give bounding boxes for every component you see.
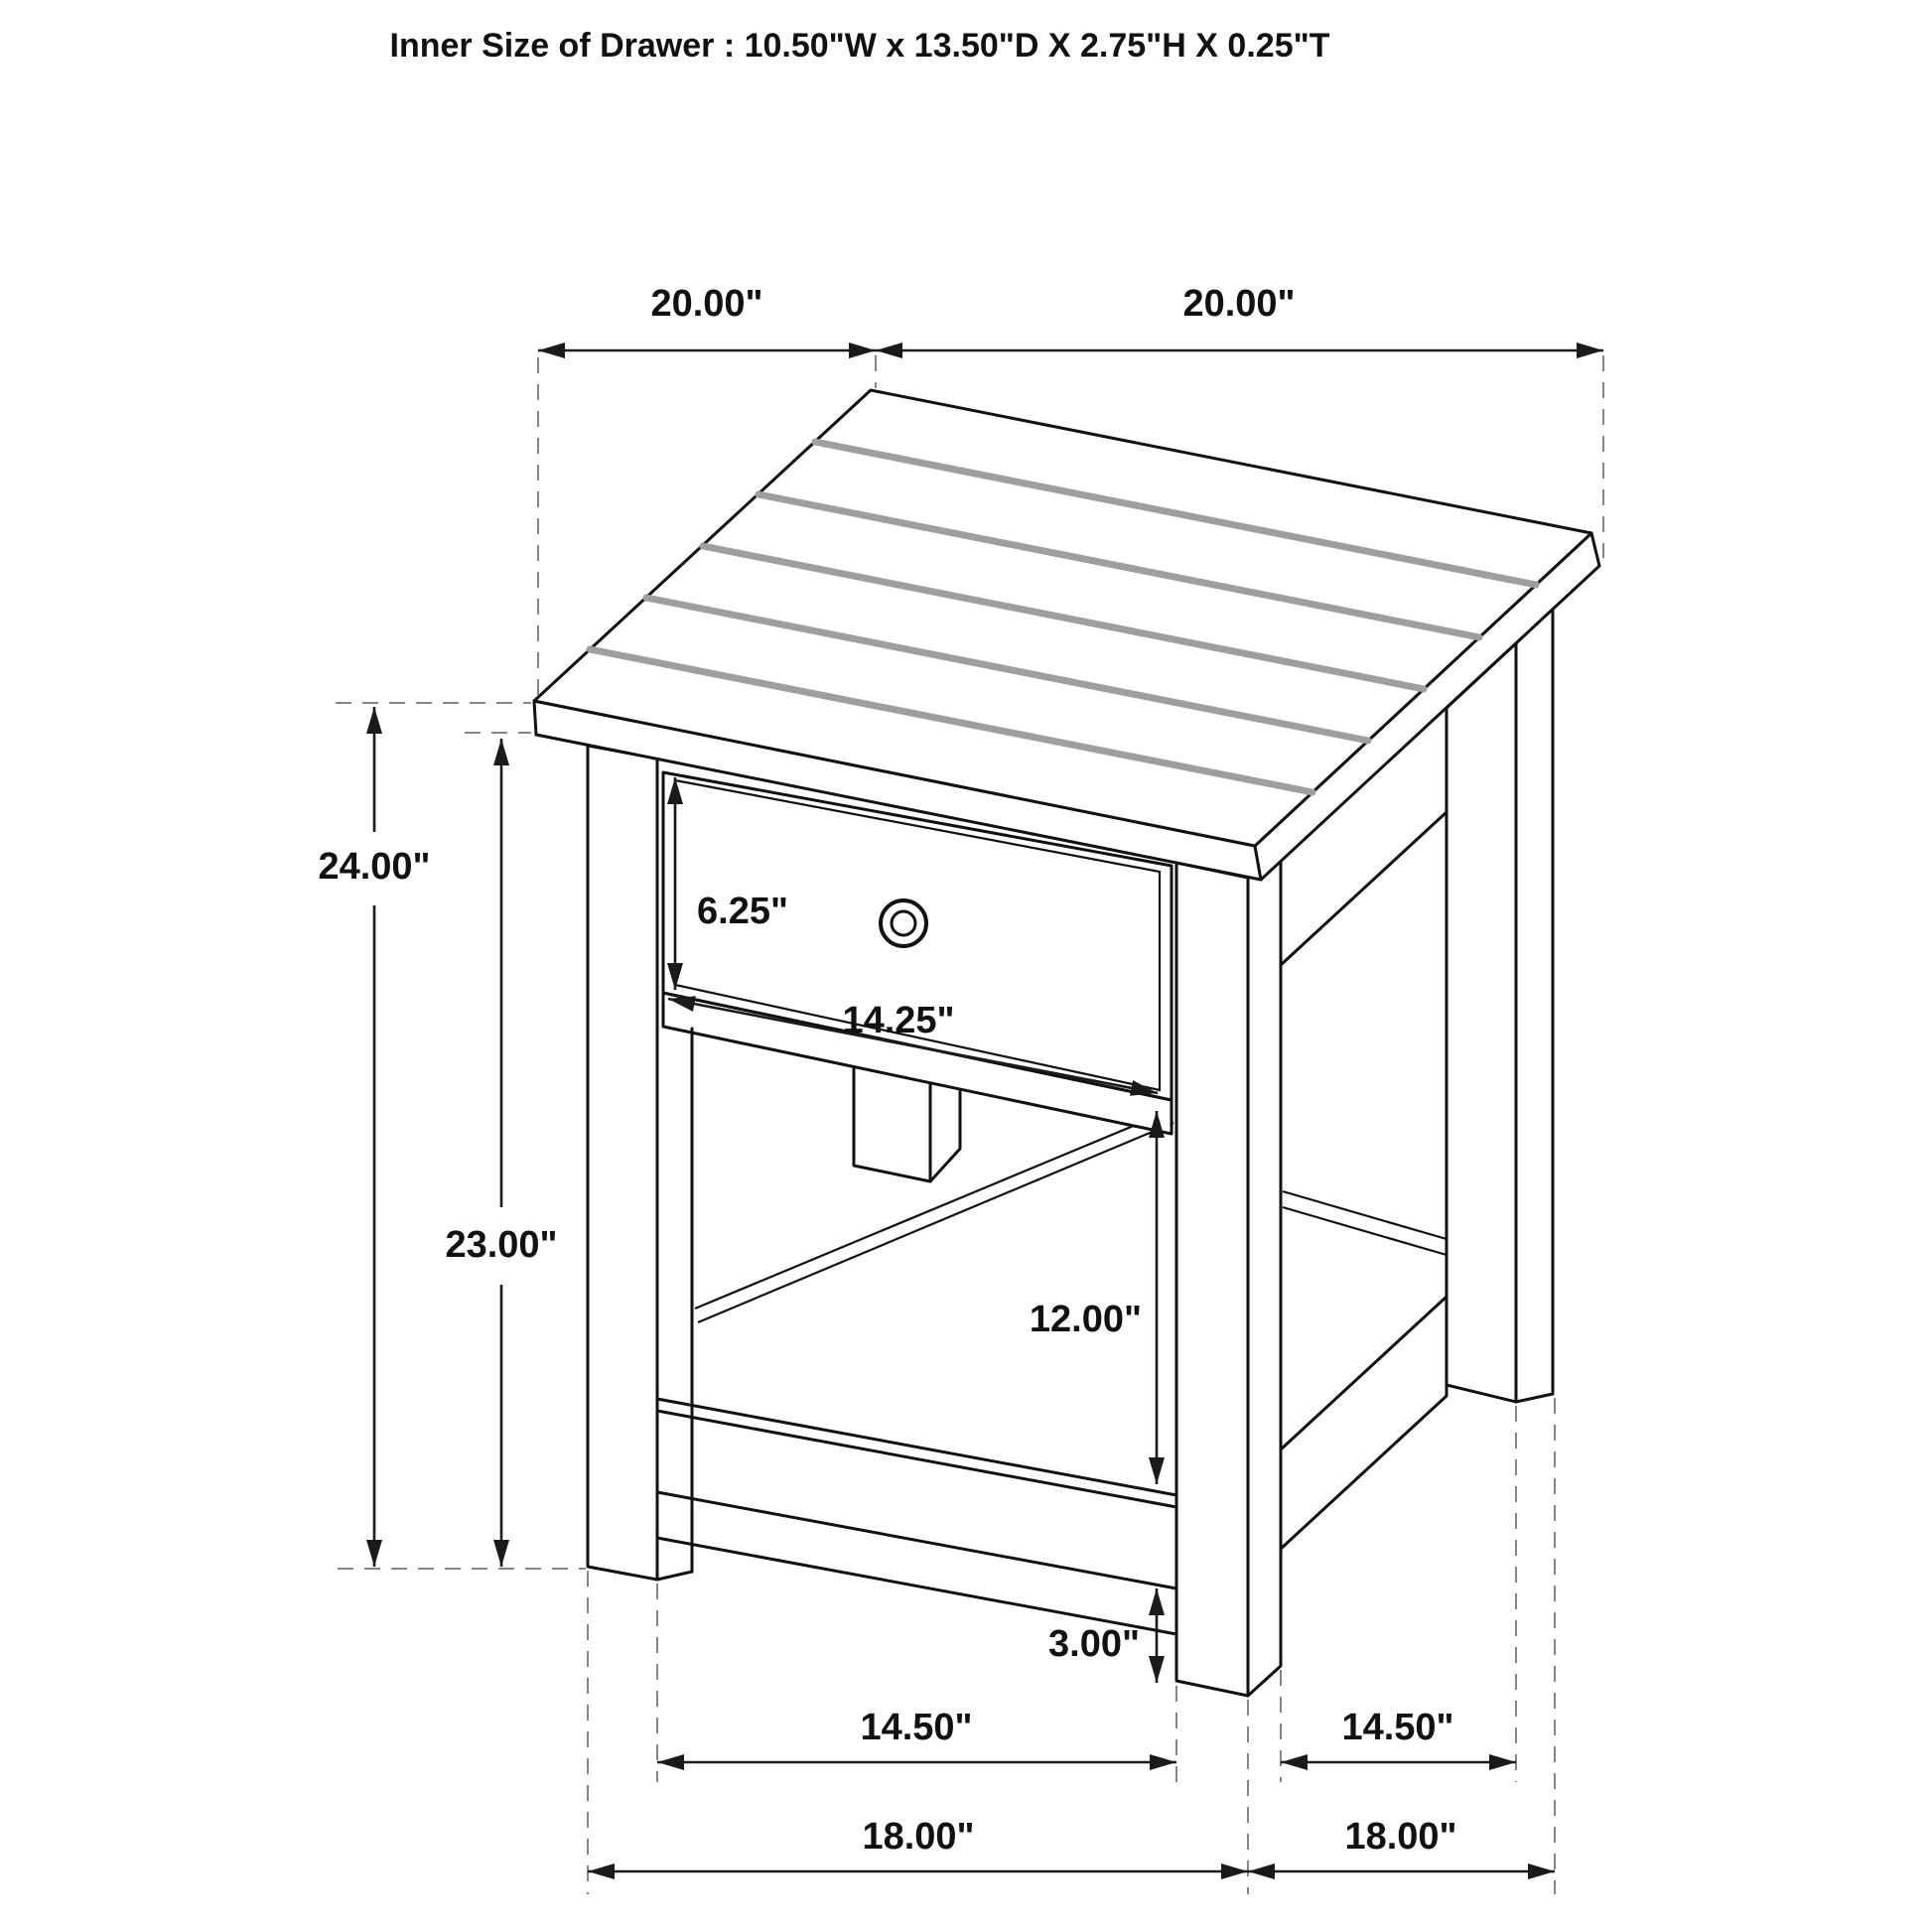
shelf-front-edge	[657, 1411, 1176, 1507]
front-left-leg-face	[588, 746, 657, 1580]
dim-label-overall-height: 24.00"	[318, 846, 431, 888]
dim-label-base-span-side: 18.00"	[1344, 1816, 1457, 1858]
shelf-rear-edge	[657, 1399, 1176, 1495]
front-left-leg-side-bottom	[657, 1572, 692, 1580]
back-right-leg-face	[1447, 643, 1516, 1402]
dim-base-span-side	[1248, 1816, 1555, 1871]
dim-top-depth	[538, 283, 876, 350]
front-right-leg	[1176, 861, 1281, 1696]
knob-inner-ring	[892, 911, 915, 935]
dim-base-span-front	[588, 1816, 1248, 1871]
dim-foot-height	[1048, 1588, 1157, 1683]
dim-label-foot-height: 3.00"	[1048, 1623, 1140, 1665]
dim-overall-height	[318, 707, 430, 1567]
dim-label-shelf-clearance: 12.00"	[1029, 1299, 1142, 1340]
shelf-apron-top	[657, 1492, 1176, 1588]
dim-leg-span-front	[657, 1707, 1176, 1762]
dim-top-width	[876, 283, 1603, 350]
front-right-leg-face	[1176, 863, 1248, 1696]
side-shelf-rail	[1281, 1297, 1447, 1549]
dim-label-top-width: 20.00"	[1182, 283, 1296, 325]
dim-label-base-span-front: 18.00"	[862, 1816, 975, 1858]
back-right-leg-side	[1516, 609, 1553, 1402]
shelf-apron-bottom	[657, 1538, 1176, 1634]
dim-label-leg-span-side: 14.50"	[1341, 1707, 1454, 1748]
interior-side-view	[1283, 1191, 1447, 1255]
dim-label-top-depth: 20.00"	[650, 283, 763, 325]
lower-shelf	[657, 1399, 1176, 1634]
dim-label-drawer-width: 14.25"	[842, 1000, 955, 1041]
back-right-leg	[1447, 609, 1553, 1402]
diagram-title: Inner Size of Drawer : 10.50"W x 13.50"D X 2.75"H X 0.25"T	[389, 27, 1330, 65]
drawer-knob-icon	[881, 900, 926, 946]
front-right-leg-side	[1248, 861, 1281, 1696]
dim-label-under-top-height: 23.00"	[445, 1224, 558, 1266]
dim-shelf-clearance	[1030, 1111, 1157, 1484]
dim-label-leg-span-front: 14.50"	[860, 1707, 973, 1748]
dim-label-drawer-height: 6.25"	[697, 891, 788, 932]
dim-leg-span-side	[1281, 1707, 1516, 1762]
dim-under-top-height	[445, 739, 557, 1567]
table-structure	[534, 390, 1599, 1696]
